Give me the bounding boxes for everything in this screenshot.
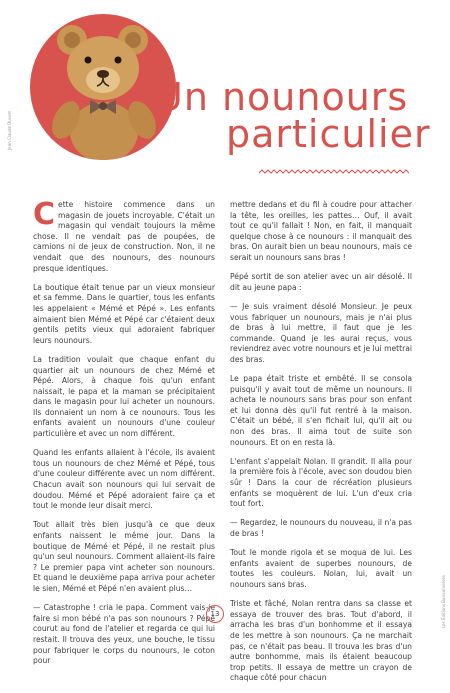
- title-line-2: particulier: [226, 112, 431, 156]
- paragraph: La boutique était tenue par un vieux monsieur et sa femme. Dans le quartier, tous les enfants les appelaient « Mémé et Pépé ». Les enfants aimaient bien Mémé et Pépé car c'étaient deux gentils petits vieux qui adoraient fabriquer leurs nounours.: [33, 282, 215, 345]
- text-column-right: [230, 200, 412, 693]
- paragraph: Le papa était triste et embêté. Il se consola puisqu'il y avait tout de même un nounours. Il acheta le nounours sans bras pour son enfant et lui donna dès qu'il fut rentré à la maison. C'était un bébé, il s'en fichait lui, qu'il ait ou non des bras. Il aima tout de suite son nounours. Et on en resta là.: [230, 374, 412, 447]
- paragraph: mettre dedans et du fil à coudre pour attacher la tête, les oreilles, les pattes… Ouf, il avait tout ce qu'il fallait ! Non, en fait, il manquait quelque chose à ce nounours : il manquait des bras. On aurait bien un beau nounours, mais ce serait un nounours sans bras !: [230, 200, 412, 262]
- paragraph: L'enfant s'appelait Nolan. Il grandit. Il alla pour la première fois à l'école, avec son doudou bien sûr ! Dans la cour de récréation plusieurs enfants se moquèrent de lui. L'un d'eux cria tout fort.: [230, 456, 412, 509]
- paragraph: — Je suis vraiment désolé Monsieur. Je peux vous fabriquer un nounours, mais je n'ai plus de bras à lui mettre, il faut que je les commande. Quand je les aurai reçus, vous reviendrez avec votre nounours et je lui mettrai des bras.: [230, 301, 412, 364]
- paragraph: — Catastrophe ! cria le papa. Comment vais-je faire si mon bébé n'a pas son nounours ? Pépé courut au fond de l'atelier et regarda ce qui lui restait. Il trouva des yeux, une bouche, le tissu pour fabriquer le corps du nounours, le coton pour: [33, 603, 215, 666]
- page-number: 13: [206, 605, 224, 623]
- text-column-left: [33, 197, 215, 675]
- title-line-1: Un nounours: [155, 75, 409, 119]
- publisher-label: Les Éditions Buissonnières: [441, 575, 446, 628]
- paragraph: Tout allait très bien jusqu'à ce que deux enfants naissent le même jour. Dans la boutique de Mémé et Pépé, il ne restait plus qu'un seul nounours. Comment allaient-ils faire ? Le premier papa vint acheter son nounours. Et quand le deuxième papa arriva pour acheter le sien, Mémé et Pépé n'en avaient plus…: [33, 520, 215, 593]
- zigzag-divider: [259, 169, 409, 175]
- paragraph: Triste et fâché, Nolan rentra dans sa classe et essaya de trouver des bras. Tout d'abord, il arracha les bras d'un bonhomme et il essaya de les mettre à son nounours. Ça ne marchait pas, ce n'était pas beau. Il trouva les bras d'un autre bonhomme, mais ils étaient beaucoup trop petits. Il essaya de mettre un crayon de chaque côté pour chacun: [230, 599, 412, 683]
- paragraph: Tout le monde rigola et se moqua de lui. Les enfants avaient de superbes nounours, de toutes les couleurs. Nolan, lui, avait un nounours sans bras.: [230, 548, 412, 589]
- paragraph: — Regardez, le nounours du nouveau, il n'a pas de bras !: [230, 518, 412, 538]
- paragraph-text: ette histoire commence dans un magasin de jouets incroyable. C'était un magasin qui vendait toujours la même chose. Il ne vendait pas de poupées, de camions ni de jeux de construction. Non, il ne vendait que des nounours, des nounours presque identiques.: [33, 200, 215, 273]
- drop-cap: C: [33, 197, 56, 232]
- paragraph: Pépé sortit de son atelier avec un air désolé. Il dit au jeune papa :: [230, 272, 412, 292]
- paragraph: La tradition voulait que chaque enfant du quartier ait un nounours de chez Mémé et Pépé. Alors, à chaque fois qu'un enfant naissait, le papa et la maman se précipitaient dans le magasin pour lui acheter un nounours. Ils donnaient un nom à ce nounours. Tous les enfants avaient un nounours d'une couleur particulière et avec un nom différent.: [33, 354, 215, 439]
- photo-credit: Jean-Claude Duvert: [7, 111, 12, 150]
- paragraph: [33, 197, 215, 274]
- paragraph: Quand les enfants allaient à l'école, ils avaient tous un nounours de chez Mémé et Pépé, tous d'une couleur différente avec un nom différent. Chacun avait son nounours qui lui servait de doudou. Mémé et Pépé adoraient faire ça et tout le monde leur disait merci.: [33, 448, 215, 511]
